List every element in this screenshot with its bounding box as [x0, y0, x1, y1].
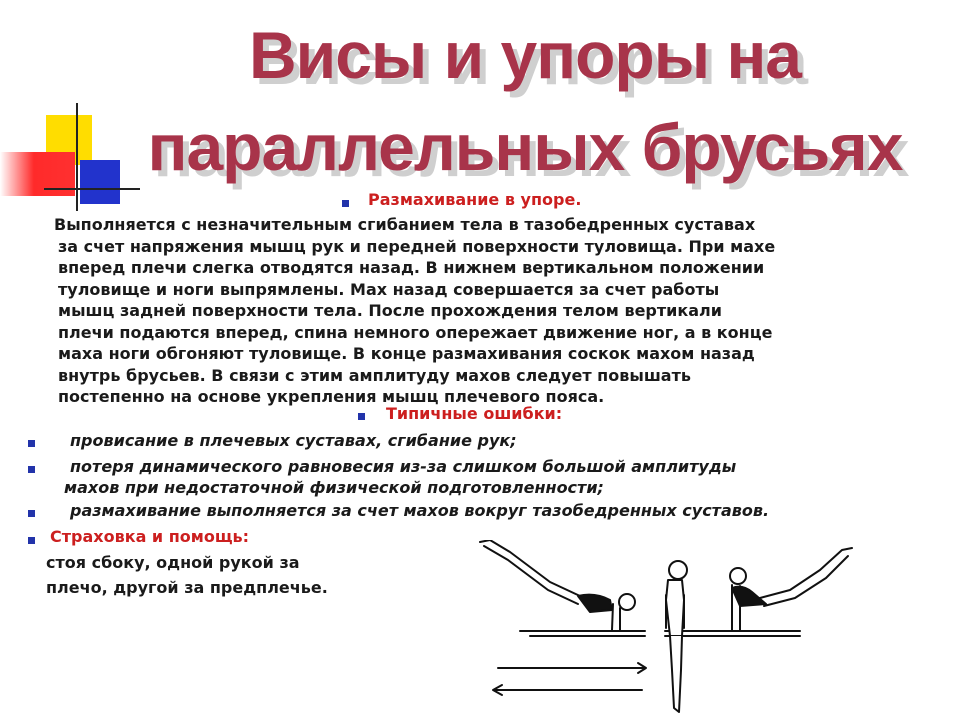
decor-blue-square [80, 160, 120, 204]
bullet-icon [358, 413, 365, 420]
section-heading-errors: Типичные ошибки: [386, 404, 563, 423]
help-line2: плечо, другой за предплечье. [46, 578, 328, 597]
bullet-icon [28, 510, 35, 517]
decor-horizontal-line [44, 188, 140, 190]
gymnast-swing-figure-icon [470, 540, 950, 720]
body-line: постепенно на основе укрепления мышц плечевого пояса. [58, 387, 605, 406]
body-line: туловище и ноги выпрямлены. Мах назад совершается за счет работы [58, 279, 720, 299]
error-item-3: размахивание выполняется за счет махов вокруг тазобедренных суставов. [70, 501, 770, 520]
left-gymnast-legs [480, 540, 595, 602]
bullet-icon [28, 440, 35, 447]
section-heading-swing: Размахивание в упоре. [368, 190, 582, 209]
slide-title-line2: параллельных брусьях [147, 110, 903, 184]
error-item-1: провисание в плечевых суставах, сгибание рук; [70, 431, 517, 450]
right-gymnast-trunk [732, 587, 766, 606]
slide-title-line1: Висы и упоры на [248, 18, 802, 92]
bullet-icon [342, 200, 349, 207]
bullet-icon [28, 466, 35, 473]
decor-vertical-line [76, 103, 78, 211]
body-line: вперед плечи слегка отводятся назад. В нижнем вертикальном положении [58, 258, 765, 277]
error-item-2-line1: потеря динамического равновесия из-за слишком большой амплитуды [70, 457, 737, 476]
left-gymnast-arms [612, 604, 620, 630]
bullet-icon [28, 537, 35, 544]
body-line: внутрь брусьев. В связи с этим амплитуду махов следует повышать [58, 365, 691, 385]
body-line: за счет напряжения мышц рук и передней поверхности туловища. При махе [58, 236, 776, 256]
section-body-text [54, 214, 938, 408]
body-line: маха ноги обгоняют туловище. В конце размахивания соскок махом назад [58, 344, 755, 363]
body-line: плечи подаются вперед, спина немного опережает движение ног, а в конце [58, 322, 773, 342]
error-item-2-line2: махов при недостаточной физической подготовленности; [64, 478, 604, 497]
body-line: Выполняется с незначительным сгибанием тела в тазобедренных суставах [54, 215, 756, 234]
body-line: мышц задней поверхности тела. После прохождения телом вертикали [58, 301, 722, 320]
left-gymnast-trunk [578, 595, 612, 612]
help-line1: стоя сбоку, одной рукой за [46, 553, 300, 572]
center-gymnast-legs [670, 636, 682, 712]
section-heading-help: Страховка и помощь: [50, 527, 250, 546]
